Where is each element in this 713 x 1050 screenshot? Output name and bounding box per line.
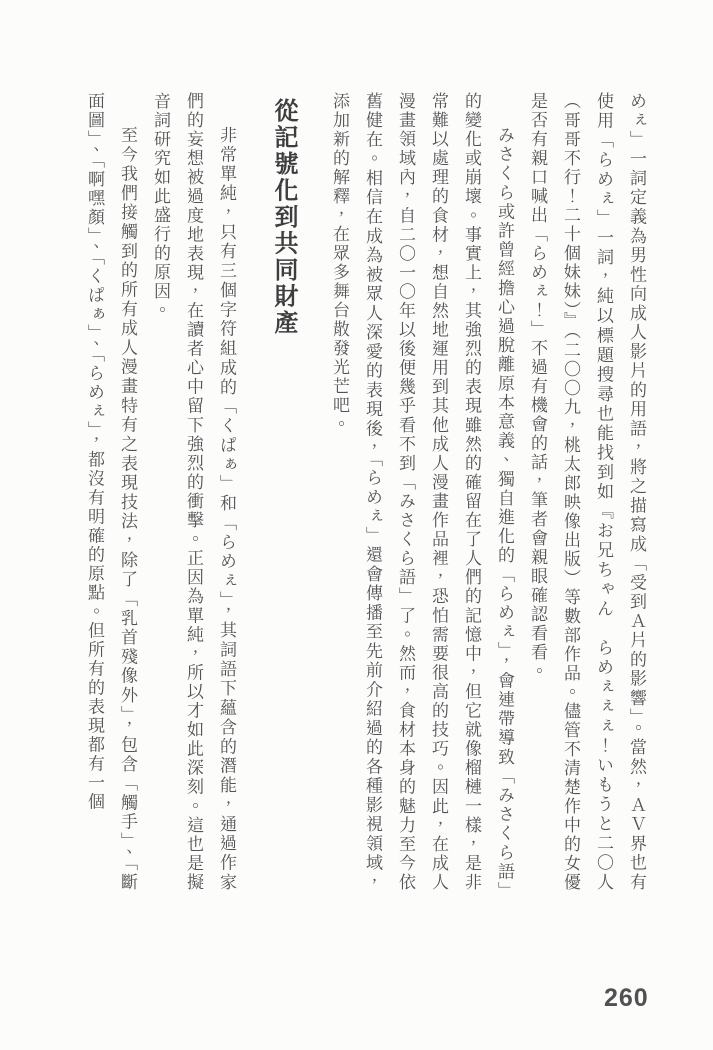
paragraph: 至今我們接觸到的所有成人漫畫特有之表現技法，除了「乳首殘像外」，包含「觸手」、「斷面圖」、「啊嘿顏」、「くぱぁ」、「らめぇ」，都沒有明確的原點。但所有的表現都有一個	[85, 92, 137, 892]
vertical-text-block	[78, 92, 653, 892]
section-heading: 從記號化到共同財產	[270, 98, 297, 337]
paragraph-continuation: めぇ」一詞定義為男性向成人影片的用語，將之描寫成「受到Ａ片的影響」。當然，ＡＶ界也有使用「らめぇ」一詞，純以標題搜尋也能找到如『お兄ちゃん らめぇぇぇ！いもうと二〇人（哥哥不行！二十個妹妹）』（二〇〇九，桃太郎映像出版）等數部作品。儘管不清楚作中的女優是否有親口喊出「らめぇ！」不過有機會的話，筆者會親眼確認看看。	[528, 92, 646, 892]
page-number: 260	[604, 984, 649, 1012]
paragraph: みさくら或許曾經擔心過脫離原本意義、獨自進化的「らめぇ」，會連帶導致「みさくら語」的變化或崩壞。事實上，其強烈的表現雖然的確留在了人們的記憶中，但它就像榴槤一樣，是非常難以處理的食材，想自然地運用到其他成人漫畫作品裡，恐怕需要很高的技巧。因此，在成人漫畫領域內，自二〇一〇年以後便幾乎看不到「みさくら語」了。然而，食材本身的魅力至今依舊健在。相信在成為被眾人深愛的表現後，「らめぇ」還會傳播至先前介紹過的各種影視領域，添加新的解釋，在眾多舞台散發光芒吧。	[330, 92, 514, 892]
paragraph: 非常單純，只有三個字符組成的「くぱぁ」和「らめぇ」，其詞語下蘊含的潛能，通過作家們的妄想被過度地表現，在讀者心中留下強烈的衝擊。正因為單純，所以才如此深刻。這也是擬音詞研究如此盛行的原因。	[151, 92, 236, 892]
